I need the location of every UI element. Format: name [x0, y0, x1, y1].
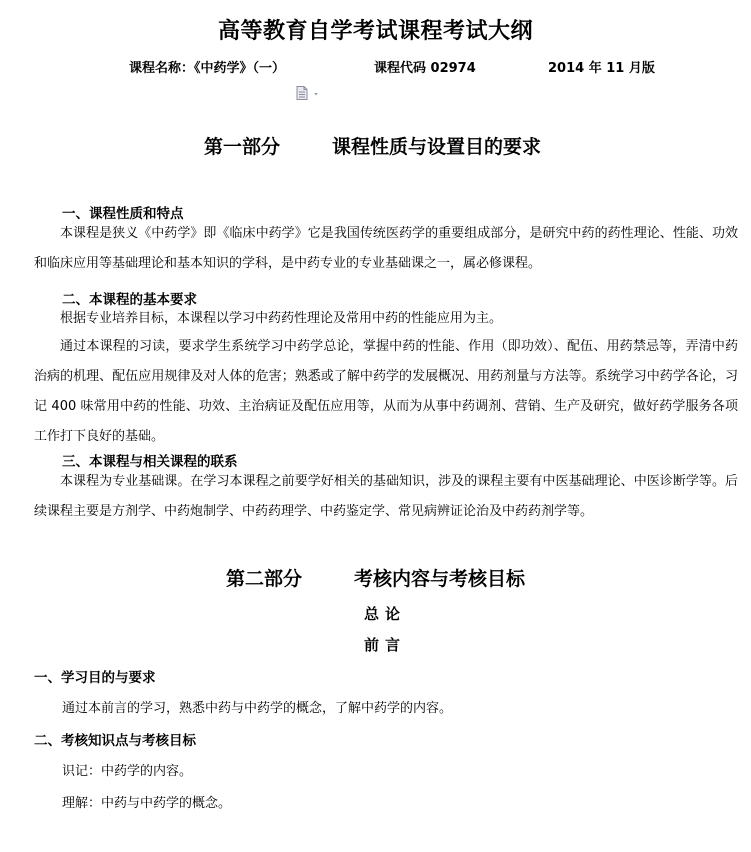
section-paragraph: 本课程为专业基础课。在学习本课程之前要学好相关的基础知识，涉及的课程主要有中医基础理论、中医诊断学等。后续课程主要是方剂学、中药炮制学、中药药理学、中药鉴定学、常见病辨证论治及中药药剂学等。 [34, 474, 738, 519]
section-paragraph: 根据专业培养目标，本课程以学习中药药性理论及常用中药的性能应用为主。 [60, 311, 503, 326]
section-title: 三、本课程与相关课程的联系 [62, 454, 238, 470]
subheading-preface: 前言 [364, 636, 407, 654]
part2-heading-title: 考核内容与考核目标 [354, 568, 526, 590]
document-dropdown-icon[interactable] [296, 85, 322, 99]
part1-heading: 第一部分 [204, 136, 281, 158]
section-paragraph: 通过本前言的学习，熟悉中药与中药学的概念，了解中药学的内容。 [62, 701, 453, 716]
section-title: 二、考核知识点与考核目标 [34, 733, 196, 749]
course-name: 课程名称：《中药学》（一） [129, 61, 286, 76]
part2-heading: 第二部分 [226, 568, 303, 590]
section-paragraph: 通过本课程的习读，要求学生系统学习中药学总论，掌握中药的性能、作用（即功效）、配伍、用药禁忌等，弄清中药治病的机理、配伍应用规律及对人体的危害；熟悉或了解中药学的发展概况、用药剂量与方法等。系统学习中药学各论，习记 400 味常用中药的性能、功效、主治病证及配伍应用等，从而为从事中药调剂、营销、生产及研究，做好药学服务各项工作打下良好的基础。 [34, 339, 738, 444]
course-code: 课程代码 02974 [374, 61, 476, 76]
part1-heading-title: 课程性质与设置目的要求 [332, 136, 542, 158]
list-item: 理解：中药与中药学的概念。 [62, 796, 232, 811]
section-title: 一、学习目的与要求 [34, 670, 156, 686]
list-item: 识记：中药学的内容。 [62, 764, 193, 779]
section-paragraph: 本课程是狭义《中药学》即《临床中药学》它是我国传统医药学的重要组成部分，是研究中药的药性理论、性能、功效和临床应用等基础理论和基本知识的学科，是中药专业的专业基础课之一，属必修课程。 [34, 226, 738, 271]
document-title: 高等教育自学考试课程考试大纲 [217, 18, 533, 44]
edition: 2014 年 11 月版 [548, 61, 655, 76]
section-title: 二、本课程的基本要求 [62, 292, 197, 308]
section-title: 一、课程性质和特点 [62, 206, 184, 222]
subheading-general: 总论 [364, 605, 407, 623]
